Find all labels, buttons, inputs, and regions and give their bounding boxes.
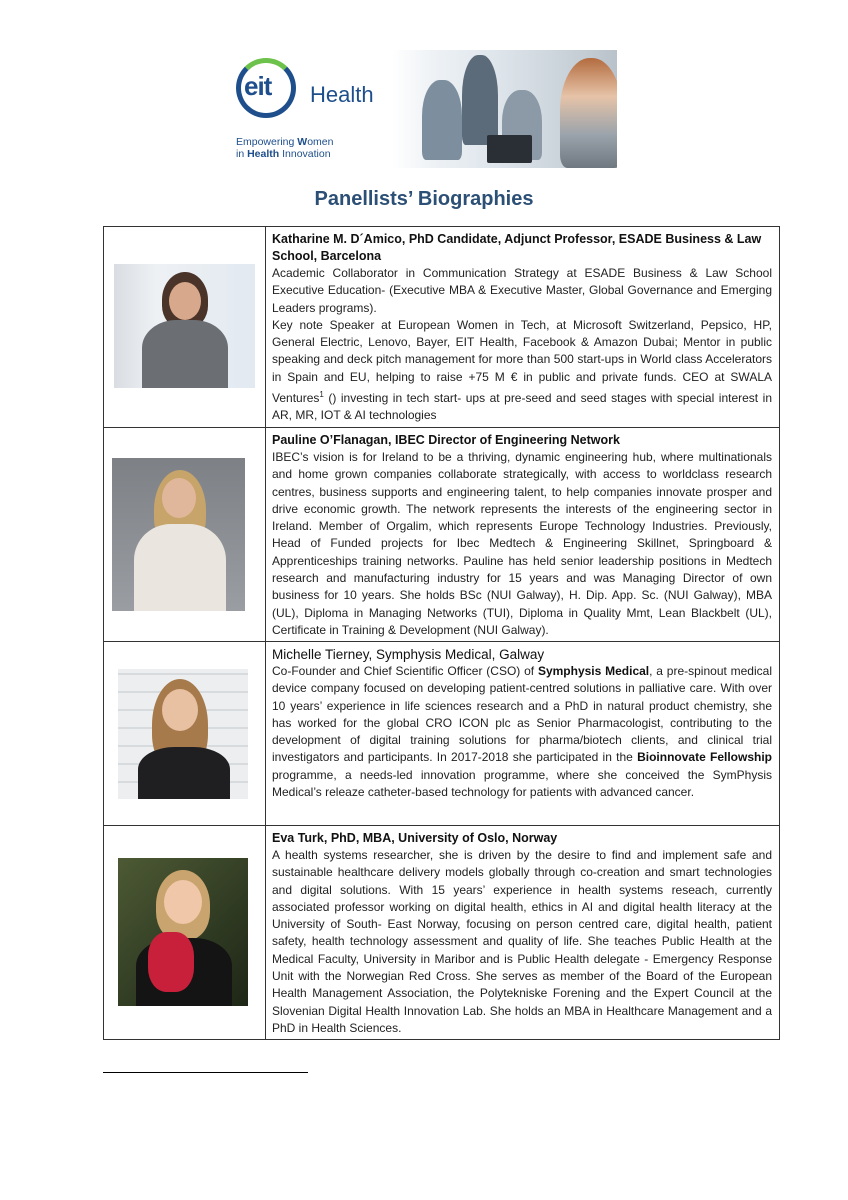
photo-cell	[104, 227, 266, 428]
panellist-name: Katharine M. D´Amico, PhD Candidate, Adjunct Professor, ESADE Business & Law School, Barcelona	[272, 232, 762, 263]
panellist-name: Pauline O’Flanagan, IBEC Director of Engineering Network	[272, 433, 620, 447]
table-row	[104, 428, 780, 642]
footnote-marker: 1	[319, 390, 324, 400]
bio-cell	[266, 428, 780, 642]
photo-cell	[104, 428, 266, 642]
table-row	[104, 227, 780, 428]
panellist-name: Michelle Tierney, Symphysis Medical, Galway	[272, 647, 545, 662]
company-name: Symphysis Medical	[537, 664, 650, 678]
logo-eit-text: eit	[244, 71, 272, 101]
portrait-photo	[112, 458, 245, 611]
table-row	[104, 826, 780, 1040]
portrait-photo	[114, 264, 255, 388]
table-row	[104, 642, 780, 826]
footnote-separator	[103, 1072, 308, 1073]
portrait-photo	[118, 669, 248, 799]
bio-cell	[266, 826, 780, 1040]
bio-cell	[266, 642, 780, 826]
panellist-bio: A health systems researcher, she is driven by the desire to find and implement safe and sustainable healthcare delivery models globally through co-creation and smart technologies and digital solutions. With 15 years’ experience in health systems reseach, currently associated professor working on digital health, ethics in AI and digital health literacy at the University of South- East Norway, focusing on person centred care, digital health, patient safety, health technology assessment and quality of life. She teaches Public Health at the Medical Faculty, University in Maribor and is Public Health delegate - Emergency Response Unit with the Norwegian Red Cross. She serves as member of the Board of the European Health Management Association, the Polytekniske Forening and the Expert Council at the Slovenian Digital Health Innovation Lab. She holds an MBA in Healthcare Management and a PhD in Health Sciences.	[272, 848, 772, 1035]
banner-photo	[392, 50, 617, 168]
logo-tagline: Empowering Women in Health Innovation	[236, 136, 334, 160]
portrait-photo	[118, 858, 248, 1006]
eit-health-logo	[232, 50, 392, 168]
panellist-bio: Academic Collaborator in Communication Strategy at ESADE Business & Law School Executive Education- (Executive MBA & Executive Master, Global Governance and Emerging Leaders programs).	[272, 266, 772, 315]
header-banner	[232, 50, 617, 168]
bio-cell	[266, 227, 780, 428]
panellist-name: Eva Turk, PhD, MBA, University of Oslo, Norway	[272, 831, 558, 845]
panellists-table	[103, 226, 780, 1040]
logo-health-text: Health	[310, 82, 374, 107]
page-title: Panellists’ Biographies	[314, 188, 534, 210]
fellowship-name: Bioinnovate Fellowship	[637, 750, 772, 765]
panellist-bio: IBEC’s vision is for Ireland to be a thriving, dynamic engineering hub, where multinationals and home grown companies collaborate strategically, with access to worldclass research centres, business supports and engineering talent, to help companies innovate prosper and drive economic growth. The network represents the interests of the engineering sector in Ireland. Member of Orgalim, which represents Europe Technology Industries. Previously, Head of Funded projects for Ibec Medtech & Engineering Skillnet, Springboard & Apprenticeships training networks. Pauline has held senior leadership positions in Medtech research and manufacturing industry for 15 years and was Managing Director of own business for 10 years. She holds BSc (NUI Galway), H. Dip. App. Sc. (NUI Galway), MBA (UL), Diploma in Managing Networks (TUI), Diploma in Quality Mmt, Lean Blackbelt (UL), Certificate in Training & Development (NUI Galway).	[272, 450, 772, 637]
photo-cell	[104, 642, 266, 826]
panellist-bio-continued: Key note Speaker at European Women in Tech, at Microsoft Switzerland, Pepsico, HP, General Electric, Lenovo, Bayer, EIT Health, Facebook & Amazon Dubai; Mentor in public speaking and deck pitch management for more than 500 start-ups in World class Accelerators in Spain and EU, helping to raise +75 M € in public and private funds. CEO at SWALA Ventures$^1$ () investing in tech start- ups at pre-seed and seed stages with special interest in AR, MR, IOT & AI technologies	[272, 317, 772, 423]
photo-cell	[104, 826, 266, 1040]
panellist-bio: Co-Founder and Chief Scientific Officer (CSO) of Symphysis Medical, a pre-spinout medical device company focused on developing patient-centred solutions in palliative care. With over 10 years’ experience in life sciences research and a PhD in natural product chemistry, she has worked for the global CRO ICON plc as Senior Pharmacologist, contributing to the development of digital training solutions for pharma/biotech clients, and clinical trial investigators and participants. In 2017-2018 she participated in the Bioinnovate Fellowship programme, a needs-led innovation programme, where she conceived the SymPhysis Medical’s releaze catheter-based technology for patients with advanced cancer.	[272, 664, 772, 800]
